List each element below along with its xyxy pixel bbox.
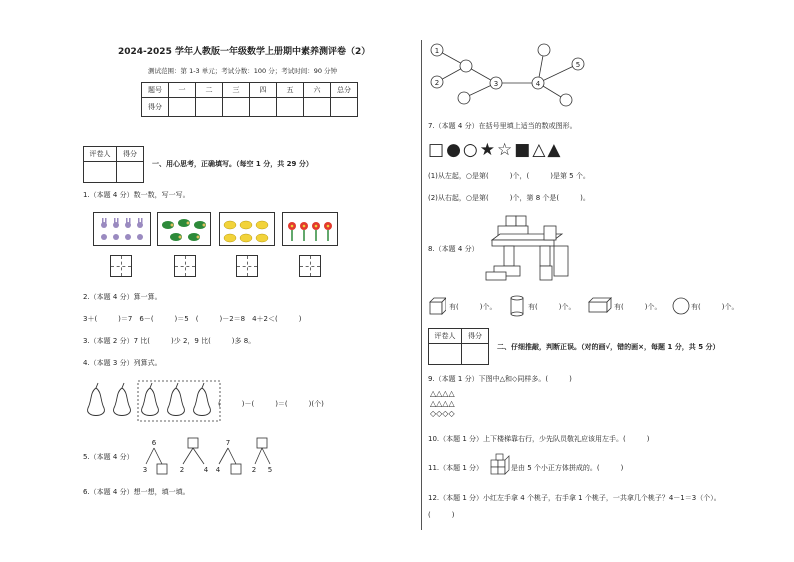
- q8-count-3: [614, 302, 661, 312]
- question-4-equation: ( )－( )＝( )(个): [218, 400, 324, 408]
- square-icon: □: [428, 140, 447, 160]
- cuboid-icon: [587, 297, 613, 315]
- question-1: 1.（本题 4 分）数一数，写一写。: [83, 191, 190, 199]
- filled-circle-icon: ●: [446, 140, 463, 160]
- question-12: 12.（本题 1 分）小红左手拿 4 个桃子，右手拿 1 个桃子，一共拿几个桃子？4－1＝3（个）。: [428, 494, 721, 502]
- question-4: 4.（本题 3 分）列算式。: [83, 359, 162, 367]
- number-trees: [138, 436, 288, 478]
- score-header-cell: 四: [250, 83, 277, 98]
- score-cell[interactable]: [304, 98, 331, 117]
- flower-icon: [283, 213, 337, 245]
- score-cell[interactable]: [277, 98, 304, 117]
- turtles-picture: [157, 212, 211, 246]
- question-7: 7.（本题 4 分）在括号里填上适当的数或图形。: [428, 122, 577, 130]
- q9-shapes: [430, 389, 455, 419]
- graph-node-label: 4: [535, 80, 541, 88]
- q8-count-2: [528, 302, 575, 312]
- q8-blank[interactable]: ( )个。: [456, 303, 497, 311]
- triangle-row: △△△△: [430, 399, 455, 408]
- score-header-cell: 五: [277, 83, 304, 98]
- shape-sequence: [428, 140, 562, 160]
- graph-node-label: 1: [434, 47, 440, 55]
- diamond-row: ◇◇◇◇: [430, 409, 455, 418]
- pear-icon: [114, 388, 131, 416]
- score-cell[interactable]: [169, 98, 196, 117]
- pear-icon: [194, 388, 211, 416]
- question-11: 11.（本题 1 分）: [428, 464, 484, 472]
- page-title: 2024-2025 学年人教版一年级数学上册期中素养测评卷（2）: [118, 47, 371, 57]
- tree-left: 4: [215, 466, 221, 474]
- sphere-icon: [672, 296, 690, 316]
- score-header-cell: 题号: [142, 83, 169, 98]
- tree-top: 6: [151, 439, 157, 447]
- circle-icon: ○: [462, 140, 480, 160]
- question-8: 8.（本题 4 分）: [428, 245, 479, 253]
- score-header-cell: 一: [169, 83, 196, 98]
- pear-icon: [168, 388, 185, 416]
- question-10: 10.（本题 1 分）上下楼梯靠右行，少先队员敬礼应该用左手。( ): [428, 435, 650, 443]
- cube-icon: [428, 296, 446, 316]
- question-7-part-1: (1)从左起，○是第( )个，( )是第 5 个。: [428, 172, 590, 180]
- score-cell[interactable]: [196, 98, 223, 117]
- score-header-cell: 总分: [331, 83, 358, 98]
- q8-blank[interactable]: ( )个。: [535, 303, 576, 311]
- graph-node-label: 2: [434, 79, 440, 87]
- star-icon: ☆: [497, 140, 515, 160]
- q8-blank[interactable]: ( )个。: [698, 303, 739, 311]
- score-cell[interactable]: [223, 98, 250, 117]
- turtle-icon: [158, 213, 210, 245]
- score-table-score-row: [142, 98, 358, 117]
- q8-has-label: 有: [449, 303, 456, 311]
- cylinder-icon: [509, 295, 525, 317]
- question-9: 9.（本题 1 分）下图中△和◇同样多。( ): [428, 375, 572, 383]
- score-header-cell: 三: [223, 83, 250, 98]
- section-one-heading: 一、用心思考，正确填写。（每空 1 分，共 29 分）: [152, 160, 313, 168]
- score-cell[interactable]: [331, 98, 358, 117]
- question-2: 2.（本题 4 分）算一算。: [83, 293, 162, 301]
- column-divider: [421, 40, 422, 530]
- question-5: 5.（本题 4 分）: [83, 453, 134, 461]
- question-11-text: 是由 5 个小正方体拼成的。( ): [511, 464, 624, 472]
- exam-info: 测试范围：第 1-3 单元；考试分数：100 分；考试时间：90 分钟: [148, 67, 338, 75]
- graph-node-label: 5: [575, 61, 581, 69]
- filled-triangle-icon: ▲: [547, 140, 563, 160]
- filled-star-icon: ★: [479, 140, 497, 160]
- cube-stack-icon: [489, 452, 511, 476]
- q8-count-1: [449, 302, 496, 312]
- answer-grid[interactable]: [236, 255, 258, 277]
- question-7-part-2: (2)从右起，○是第( )个，第 8 个是( )。: [428, 194, 590, 202]
- answer-grid[interactable]: [110, 255, 132, 277]
- grader-table: [83, 146, 144, 183]
- grader-cell[interactable]: [84, 162, 117, 183]
- grader-score-label: 得分: [462, 329, 489, 344]
- tree-left: 2: [251, 466, 257, 474]
- q8-has-label: 有: [691, 303, 698, 311]
- grader-table: [428, 328, 489, 365]
- duck-icon: [220, 213, 274, 245]
- question-2-equations: 3＋( )＝7 6－( )＝5 ( )－2＝8 4＋2＜( ): [83, 315, 302, 323]
- q8-blank[interactable]: ( )个。: [621, 303, 662, 311]
- tree-top: 7: [225, 439, 231, 447]
- answer-grid[interactable]: [174, 255, 196, 277]
- grader-label: 评卷人: [84, 147, 117, 162]
- tree-right: 4: [203, 466, 209, 474]
- rabbit-icon: [94, 213, 150, 245]
- graph-node-label: 3: [493, 80, 499, 88]
- question-6: 6.（本题 4 分）想一想，填一填。: [83, 488, 190, 496]
- grader-label: 评卷人: [429, 329, 462, 344]
- rabbits-picture: [93, 212, 151, 246]
- score-table: [141, 82, 358, 117]
- blocks-figure: [484, 212, 574, 284]
- question-12-answer-blank[interactable]: ( ): [428, 511, 455, 519]
- grader-score-label: 得分: [117, 147, 144, 162]
- filled-square-icon: ■: [514, 140, 533, 160]
- grader-cell[interactable]: [462, 344, 489, 365]
- triangle-row: △△△△: [430, 389, 455, 398]
- grader-cell[interactable]: [117, 162, 144, 183]
- score-row-label: 得分: [142, 98, 169, 117]
- pears-picture: [82, 380, 222, 424]
- score-table-header-row: [142, 83, 358, 98]
- triangle-icon: △: [532, 140, 548, 160]
- number-graph: [426, 38, 596, 110]
- tree-right: 5: [267, 466, 273, 474]
- score-cell[interactable]: [250, 98, 277, 117]
- q8-has-label: 有: [614, 303, 621, 311]
- tree-left: 3: [142, 466, 148, 474]
- pear-icon: [88, 388, 105, 416]
- score-header-cell: 六: [304, 83, 331, 98]
- answer-grid[interactable]: [299, 255, 321, 277]
- tree-left: 2: [179, 466, 185, 474]
- flowers-picture: [282, 212, 338, 246]
- score-header-cell: 二: [196, 83, 223, 98]
- q8-has-label: 有: [528, 303, 535, 311]
- grader-cell[interactable]: [429, 344, 462, 365]
- q8-count-4: [691, 302, 738, 312]
- ducks-picture: [219, 212, 275, 246]
- pear-icon: [142, 388, 159, 416]
- section-two-heading: 二、仔细推敲，判断正误。（对的画√，错的画×，每题 1 分，共 5 分）: [497, 343, 720, 351]
- question-3: 3.（本题 2 分）7 比( )少 2，9 比( )多 8。: [83, 337, 256, 345]
